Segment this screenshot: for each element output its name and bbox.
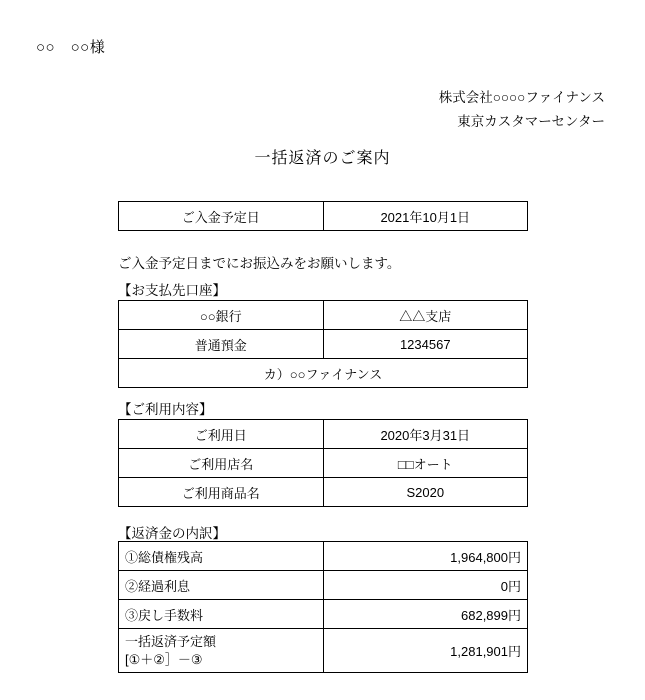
total-balance-label: ①総債権残高 bbox=[119, 542, 324, 571]
table-row bbox=[119, 542, 528, 571]
bank-name-label: ○○銀行 bbox=[119, 301, 324, 330]
breakdown-section-heading: 【返済金の内訳】 bbox=[118, 526, 226, 541]
table-row bbox=[119, 478, 528, 507]
lump-sum-label-line1: 一括返済予定額 bbox=[125, 634, 217, 649]
bank-section-heading: 【お支払先口座】 bbox=[118, 283, 226, 298]
table-row bbox=[119, 330, 528, 359]
account-holder-value: カ）○○ファイナンス bbox=[119, 359, 528, 388]
bank-branch-value: △△支店 bbox=[323, 301, 528, 330]
lump-sum-label-line2: [①＋②］－③ bbox=[125, 651, 203, 667]
transfer-note: ご入金予定日までにお振込みをお願いします。 bbox=[118, 256, 401, 271]
account-type-label: 普通預金 bbox=[119, 330, 324, 359]
due-date-table bbox=[118, 201, 528, 231]
accrued-interest-label: ②経過利息 bbox=[119, 571, 324, 600]
sender-company: 株式会社○○○○ファイナンス bbox=[438, 90, 605, 105]
table-row bbox=[119, 420, 528, 449]
table-row bbox=[119, 202, 528, 231]
accrued-interest-value: 0円 bbox=[323, 571, 528, 600]
addressee: ○○ ○○様 bbox=[36, 39, 106, 56]
refund-fee-label: ③戻し手数料 bbox=[119, 600, 324, 629]
page-title: 一括返済のご案内 bbox=[254, 150, 391, 167]
table-row bbox=[119, 571, 528, 600]
sender-block bbox=[439, 86, 605, 133]
usage-date-label: ご利用日 bbox=[119, 420, 324, 449]
due-date-label: ご入金予定日 bbox=[119, 202, 324, 231]
usage-product-value: S2020 bbox=[323, 478, 528, 507]
lump-sum-value: 1,281,901円 bbox=[323, 629, 528, 673]
account-number-value: 1234567 bbox=[323, 330, 528, 359]
usage-store-value: □□オート bbox=[323, 449, 528, 478]
repayment-breakdown-table bbox=[118, 541, 528, 673]
usage-date-value: 2020年3月31日 bbox=[323, 420, 528, 449]
lump-sum-label bbox=[119, 629, 324, 673]
usage-details-table bbox=[118, 419, 528, 507]
refund-fee-value: 682,899円 bbox=[323, 600, 528, 629]
table-row bbox=[119, 301, 528, 330]
total-balance-value: 1,964,800円 bbox=[323, 542, 528, 571]
usage-section-heading: 【ご利用内容】 bbox=[118, 402, 213, 417]
usage-store-label: ご利用店名 bbox=[119, 449, 324, 478]
sender-department: 東京カスタマーセンター bbox=[457, 113, 605, 129]
table-row bbox=[119, 600, 528, 629]
usage-product-label: ご利用商品名 bbox=[119, 478, 324, 507]
due-date-value: 2021年10月1日 bbox=[323, 202, 528, 231]
table-row bbox=[119, 359, 528, 388]
table-row bbox=[119, 629, 528, 673]
bank-account-table bbox=[118, 300, 528, 388]
table-row bbox=[119, 449, 528, 478]
